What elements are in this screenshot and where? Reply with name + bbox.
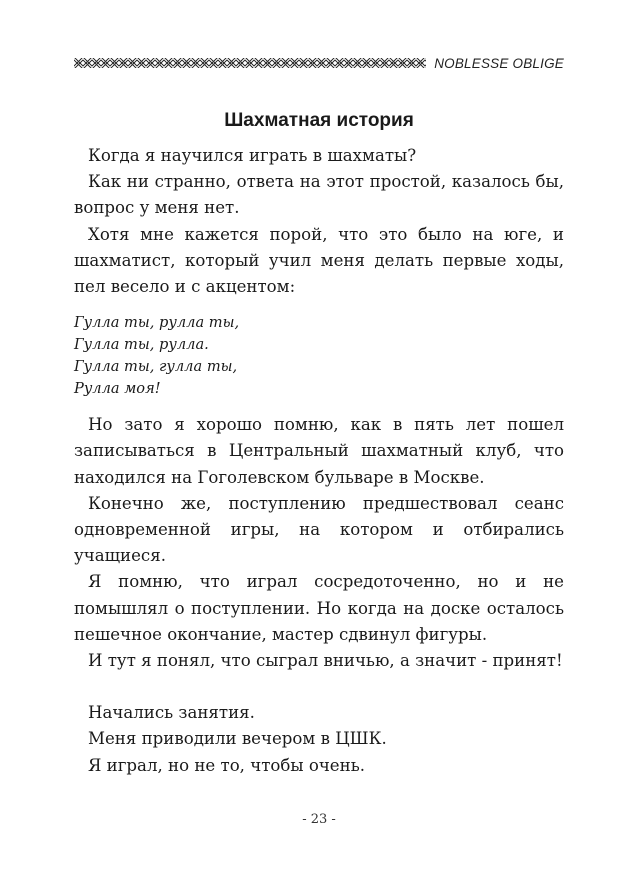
- verse-line: Гулла ты, рулла.: [74, 336, 209, 354]
- article-title: Шахматная история: [224, 110, 414, 131]
- journal-name: NOBLESSE OBLIGE: [434, 55, 564, 71]
- diamond-ornament-rule: [74, 58, 426, 68]
- verse-block: [74, 312, 564, 400]
- paragraph: Я помню, что играл сосредоточенно, но и не помышлял о поступлении. Но когда на доске осталось пешечное окончание, мастер сдвинул фигуры.: [74, 572, 564, 644]
- paragraph: Конечно же, поступлению предшествовал сеанс одновременной игры, на котором и отбирались учащиеся.: [74, 493, 564, 566]
- paragraph: Я играл, но не то, чтобы очень.: [88, 755, 365, 775]
- paragraph: Меня приводили вечером в ЦШК.: [88, 729, 387, 749]
- section-gap: [74, 674, 564, 700]
- verse-line: Рулла моя!: [74, 380, 161, 398]
- paragraph: Хотя мне кажется порой, что это было на юге, и шахматист, который учил меня делать первые ходы, пел весело и с акцентом:: [74, 224, 564, 297]
- paragraph: Когда я научился играть в шахматы?: [88, 146, 417, 165]
- page-number: - 23 -: [302, 812, 336, 827]
- paragraph: Как ни странно, ответа на этот простой, казалось бы, вопрос у меня нет.: [74, 172, 564, 218]
- paragraph: Но зато я хорошо помню, как в пять лет пошел записываться в Центральный шахматный клуб, что находился на Гоголевском бульваре в Москве.: [74, 415, 564, 487]
- running-head: [74, 53, 564, 73]
- paragraph: И тут я понял, что сыграл вничью, а значит - принят!: [88, 651, 563, 671]
- verse-line: Гулла ты, рулла ты,: [74, 314, 240, 332]
- paragraph: Начались занятия.: [88, 703, 255, 723]
- verse-line: Гулла ты, гулла ты,: [74, 358, 238, 376]
- article-body: [74, 143, 564, 779]
